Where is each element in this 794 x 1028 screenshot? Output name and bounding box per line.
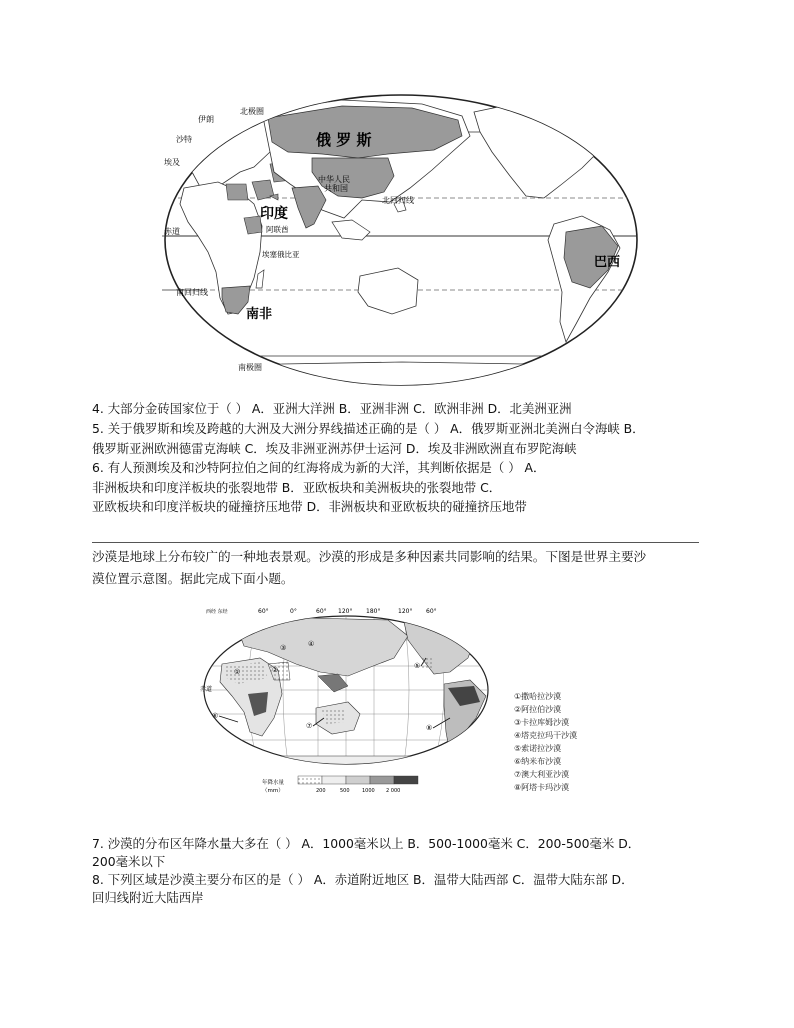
map2-tick-2: 60° <box>316 608 327 615</box>
desert-mark-6: ⑥ <box>212 712 219 720</box>
label-uae: 阿联酋 <box>266 225 289 234</box>
label-india: 印度 <box>260 206 288 222</box>
label-brazil: 巴西 <box>594 255 621 270</box>
desert-list-4: ④塔克拉玛干沙漠 <box>514 731 578 740</box>
question-line-7b: 200毫米以下 <box>92 854 166 869</box>
desert-list-7: ⑦澳大利亚沙漠 <box>514 770 570 779</box>
label-iran: 伊朗 <box>198 115 214 124</box>
map2-tick-5: 120° <box>398 608 413 615</box>
label-tropic-capricorn: 南回归线 <box>176 288 208 297</box>
label-china-1: 中华人民 <box>318 175 350 184</box>
question-line-8b: 回归线附近大陆西岸 <box>92 890 204 905</box>
desert-distribution-map <box>198 606 598 811</box>
label-egypt: 埃及 <box>164 158 180 167</box>
intro-line-2: 漠位置示意图。据此完成下面小题。 <box>92 571 294 586</box>
desert-mark-2: ② <box>272 666 279 674</box>
legend-value-1: 500 <box>340 788 350 794</box>
intro-line-1: 沙漠是地球上分布较广的一种地表景观。沙漠的形成是多种因素共同影响的结果。下图是世界主要沙 <box>92 549 647 564</box>
desert-list-8: ⑧阿塔卡玛沙漠 <box>514 783 570 792</box>
question-line-7a: 7. 沙漠的分布区年降水量大多在（ ） A．1000毫米以上 B．500-1000毫米 C．200-500毫米 D． <box>92 836 641 851</box>
legend-value-3: 2 000 <box>386 788 401 794</box>
map2-tick-4: 180° <box>366 608 381 615</box>
desert-list-3: ③卡拉库姆沙漠 <box>514 718 570 727</box>
question-line-6b: 非洲板块和印度洋板块的张裂地带 B．亚欧板块和美洲板块的张裂地带 C． <box>92 480 502 495</box>
brics-world-map <box>162 92 640 388</box>
map2-equator-label: 赤道 <box>200 686 213 693</box>
map2-tick-1: 0° <box>290 608 297 615</box>
label-tropic-cancer: 北回归线 <box>382 196 414 205</box>
question-line-6a: 6. 有人预测埃及和沙特阿拉伯之间的红海将成为新的大洋，其判断依据是（ ） A． <box>92 460 546 475</box>
desert-mark-5: ⑤ <box>414 662 421 670</box>
desert-list-5: ⑤索诺拉沙漠 <box>514 744 562 753</box>
desert-list-6: ⑥纳米布沙漠 <box>514 757 562 766</box>
desert-mark-4: ④ <box>308 640 315 648</box>
question-line-6c: 亚欧板块和印度洋板块的碰撞挤压地带 D．非洲板块和亚欧板块的碰撞挤压地带 <box>92 499 527 514</box>
desert-mark-1: ① <box>234 668 241 676</box>
map2-top-note: 西经 东经 <box>206 609 228 615</box>
label-antarctic-circle: 南极圈 <box>238 363 262 372</box>
label-saudi: 沙特 <box>176 135 192 144</box>
legend-value-0: 200 <box>316 788 326 794</box>
label-south-africa: 南非 <box>246 307 273 322</box>
desert-mark-7: ⑦ <box>306 722 313 730</box>
label-russia: 俄 罗 斯 <box>316 131 372 149</box>
label-china-2: 共和国 <box>324 184 348 193</box>
desert-mark-3: ③ <box>280 644 287 652</box>
section-divider <box>92 542 699 543</box>
legend-value-2: 1000 <box>362 788 375 794</box>
desert-mark-8: ⑧ <box>426 724 433 732</box>
question-line-5b: 俄罗斯亚洲欧洲德雷克海峡 C．埃及非洲亚洲苏伊士运河 D．埃及非洲欧洲直布罗陀海峡 <box>92 441 577 456</box>
legend-unit: （mm） <box>262 788 284 794</box>
map2-tick-0: 60° <box>258 608 269 615</box>
label-ethiopia: 埃塞俄比亚 <box>262 250 300 259</box>
question-line-5a: 5. 关于俄罗斯和埃及跨越的大洲及大洲分界线描述正确的是（ ） A．俄罗斯亚洲北美洲白令海峡 B． <box>92 421 645 436</box>
desert-list-1: ①撒哈拉沙漠 <box>514 692 562 701</box>
label-arctic-circle: 北极圈 <box>240 107 264 116</box>
question-line-4: 4. 大部分金砖国家位于（ ） A．亚洲大洋洲 B．亚洲非洲 C．欧洲非洲 D．北美洲亚洲 <box>92 401 572 416</box>
question-line-8a: 8. 下列区域是沙漠主要分布区的是（ ） A．赤道附近地区 B．温带大陆西部 C．温带大陆东部 D． <box>92 872 634 887</box>
desert-list-2: ②阿拉伯沙漠 <box>514 705 562 714</box>
map2-tick-3: 120° <box>338 608 353 615</box>
map2-tick-6: 60° <box>426 608 437 615</box>
legend-title: 年降水量 <box>262 780 285 786</box>
label-equator: 赤道 <box>164 227 180 236</box>
